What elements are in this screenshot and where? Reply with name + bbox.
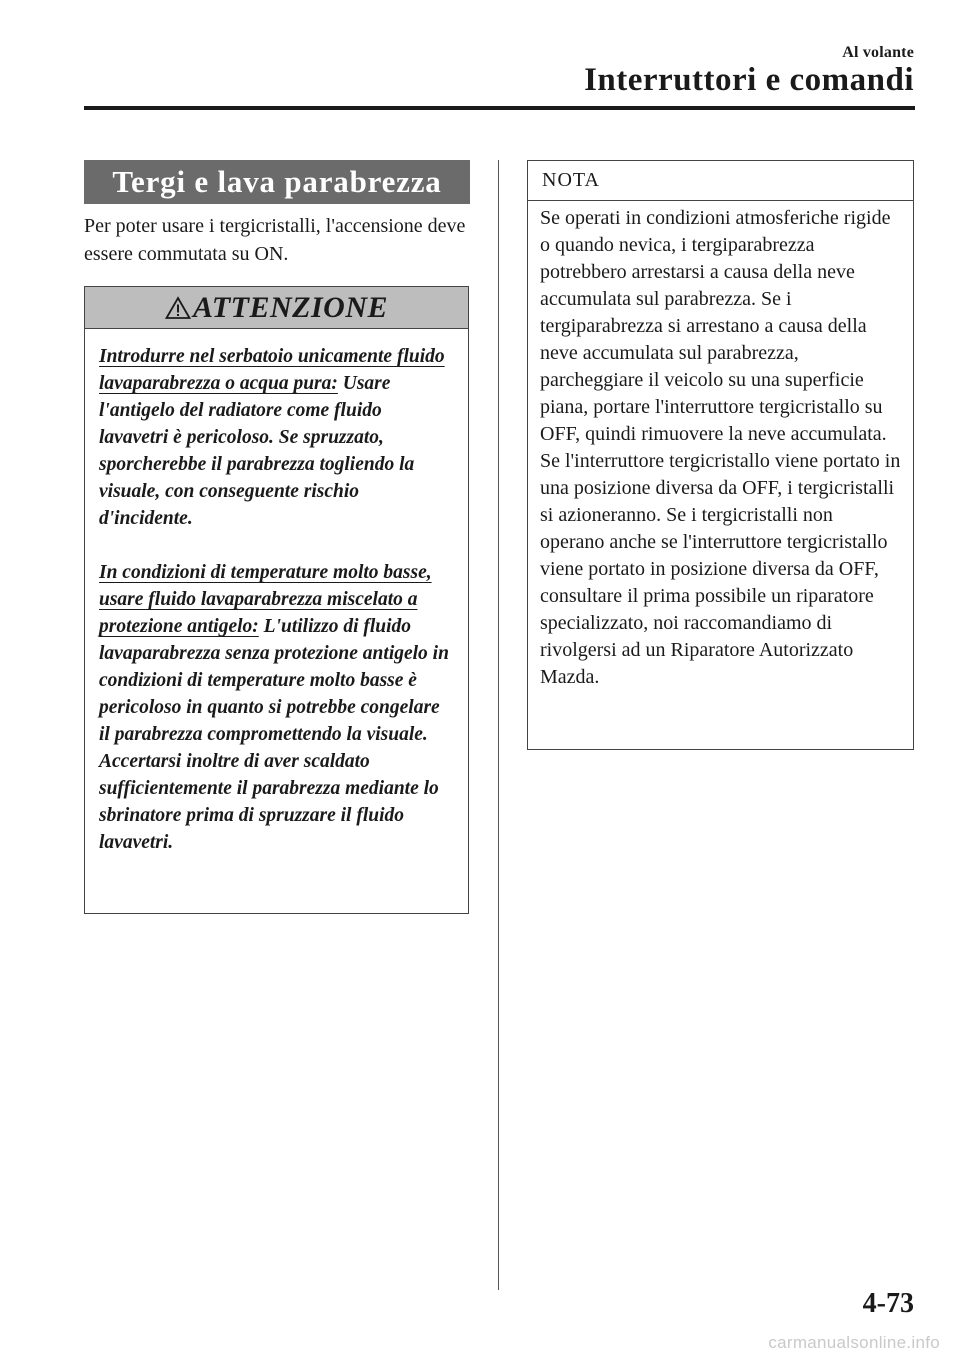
note-header: NOTA xyxy=(528,161,913,201)
page-title: Tergi e lava parabrezza xyxy=(84,160,470,204)
note-body: Se operati in condizioni atmosferiche rigide o quando nevica, i tergiparabrezza potrebbero arrestarsi a causa della neve accumulata sul parabrezza. Se i tergiparabrezza si arrestano a causa della neve accumulata sul parabrezza, parcheggiare il veicolo su una superficie piana, portare l'interruttore tergicristallo su OFF, quindi rimuovere la neve accumulata. Se l'interruttore tergicristallo viene portato in una posizione diversa da OFF, i tergicristalli si azioneranno. Se i tergicristalli non operano anche se l'interruttore tergicristallo viene portato in posizione diversa da OFF, consultare il prima possibile un riparatore specializzato, noi raccomandiamo di rivolgersi ad un Riparatore Autorizzato Mazda. xyxy=(540,207,901,688)
warning-p1-heading: Introdurre nel serbatoio unicamente fluido lavaparabrezza o acqua pura: xyxy=(99,346,445,394)
watermark: carmanualsonline.info xyxy=(768,1333,940,1352)
warning-box xyxy=(84,286,469,914)
page-number: 4-73 xyxy=(862,1288,914,1319)
note-box xyxy=(527,160,914,750)
column-divider xyxy=(498,160,499,1290)
warning-paragraph-1 xyxy=(99,343,454,532)
warning-p2-text: L'utilizzo di fluido lavaparabrezza senza protezione antigelo in condizioni di temperature molto basse è pericoloso in quanto si potrebbe congelare il parabrezza compromettendo la visuale. Accertarsi inoltre di aver scaldato sufficientemente il parabrezza mediante lo sbrinatore prima di spruzzare il fluido lavavetri. xyxy=(99,616,449,853)
warning-p2-heading: In condizioni di temperature molto basse, usare fluido lavaparabrezza miscelato a protezione antigelo: xyxy=(99,562,432,637)
section-heading: Interruttori e comandi xyxy=(584,62,914,98)
warning-triangle-icon xyxy=(165,296,191,320)
warning-title: ATTENZIONE xyxy=(192,290,389,324)
warning-header xyxy=(85,287,468,329)
warning-p1-text: Usare l'antigelo del radiatore come fluido lavavetri è pericoloso. Se spruzzato, sporcherebbe il parabrezza togliendo la visuale, con conseguente rischio d'incidente. xyxy=(99,373,415,529)
warning-paragraph-2 xyxy=(99,559,454,856)
chapter-label: Al volante xyxy=(842,44,914,61)
warning-body xyxy=(85,329,468,856)
intro-paragraph: Per poter usare i tergicristalli, l'accensione deve essere commutata su ON. xyxy=(84,215,466,265)
header-rule xyxy=(84,106,915,110)
